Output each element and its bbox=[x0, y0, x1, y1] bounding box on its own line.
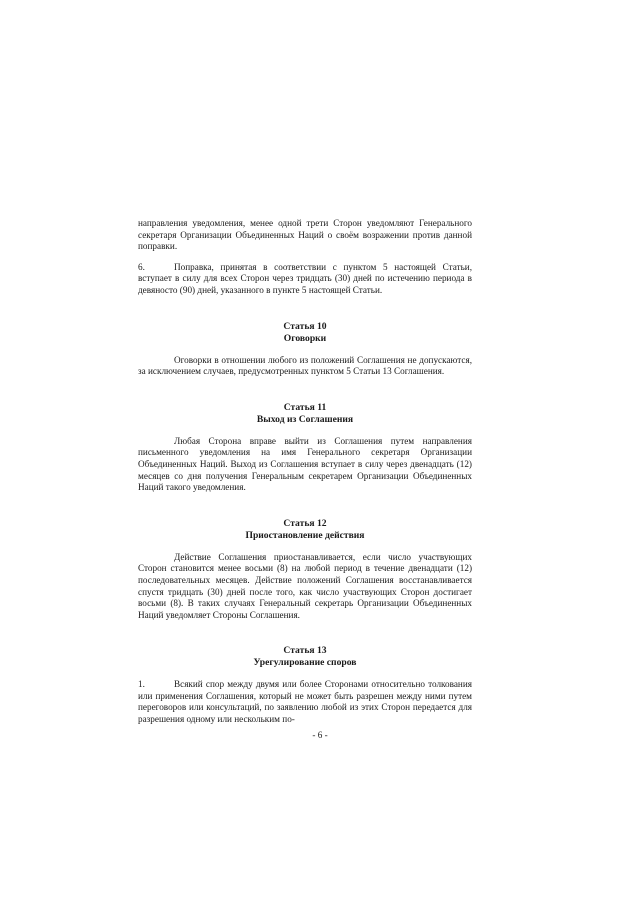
article-13-paragraph-1-text: Всякий спор между двумя или более Сторонами относительно толкования или применения Соглашения, который не может быть разрешен между ними путем переговоров или консультаций, по заявлению любой из этих Сторон передается для разрешения одному или нескольким по- bbox=[138, 679, 472, 725]
article-11-number: Статья 11 bbox=[283, 401, 327, 413]
article-12-number: Статья 12 bbox=[283, 517, 327, 529]
article-10-paragraph: Оговорки в отношении любого из положений Соглашения не допускаются, за исключением случаев, предусмотренных пунктом 5 Статьи 13 Соглашения. bbox=[138, 354, 472, 377]
article-11 bbox=[138, 402, 472, 494]
article-13-paragraph-1-number: 1. bbox=[138, 679, 145, 690]
article-12 bbox=[138, 518, 472, 622]
article-12-paragraph: Действие Соглашения приостанавливается, если число участвующих Сторон становится менее восьми (8) на любой период в течение двенадцати (12) последовательных месяцев. Действие положений Соглашения восстанавливается спустя тридцать (30) дней после того, как число участвующих Сторон достигает восьми (8). В таких случаях Генеральный секретарь Организации Объединенных Наций уведомляет Стороны Соглашения. bbox=[138, 551, 472, 620]
article-10 bbox=[138, 321, 472, 378]
article-12-title: Приостановление действия bbox=[245, 529, 365, 541]
article-13-title: Урегулирование споров bbox=[253, 657, 357, 669]
paragraph-6-number: 6. bbox=[138, 261, 145, 272]
paragraph-6-text: Поправка, принятая в соответствии с пунктом 5 настоящей Статьи, вступает в силу для всех Сторон через тридцать (30) дней по истечению периода в девяносто (90) дней, указанного в пункте 5 настоящей Статьи. bbox=[138, 261, 472, 295]
article-13-paragraph-1 bbox=[138, 679, 472, 725]
article-10-number: Статья 10 bbox=[283, 320, 327, 332]
intro-paragraph: направления уведомления, менее одной трети Сторон уведомляют Генерального секретаря Организации Объединенных Наций о своём возражении против данной поправки. bbox=[138, 218, 472, 252]
article-11-title: Выход из Соглашения bbox=[256, 413, 354, 425]
document-page bbox=[138, 218, 472, 726]
page-number: - 6 - bbox=[312, 730, 328, 740]
article-10-title: Оговорки bbox=[283, 332, 327, 344]
article-13 bbox=[138, 645, 472, 725]
article-11-paragraph: Любая Сторона вправе выйти из Соглашения путем направления письменного уведомления на имя Генерального секретаря Организации Объединенных Наций. Выход из Соглашения вступает в силу через двенадцать (12) месяцев со дня получения Генеральным секретарем Организации Объединенных Наций такого уведомления. bbox=[138, 435, 472, 493]
article-13-number: Статья 13 bbox=[283, 645, 327, 657]
paragraph-6 bbox=[138, 262, 472, 297]
spacer bbox=[138, 253, 472, 262]
